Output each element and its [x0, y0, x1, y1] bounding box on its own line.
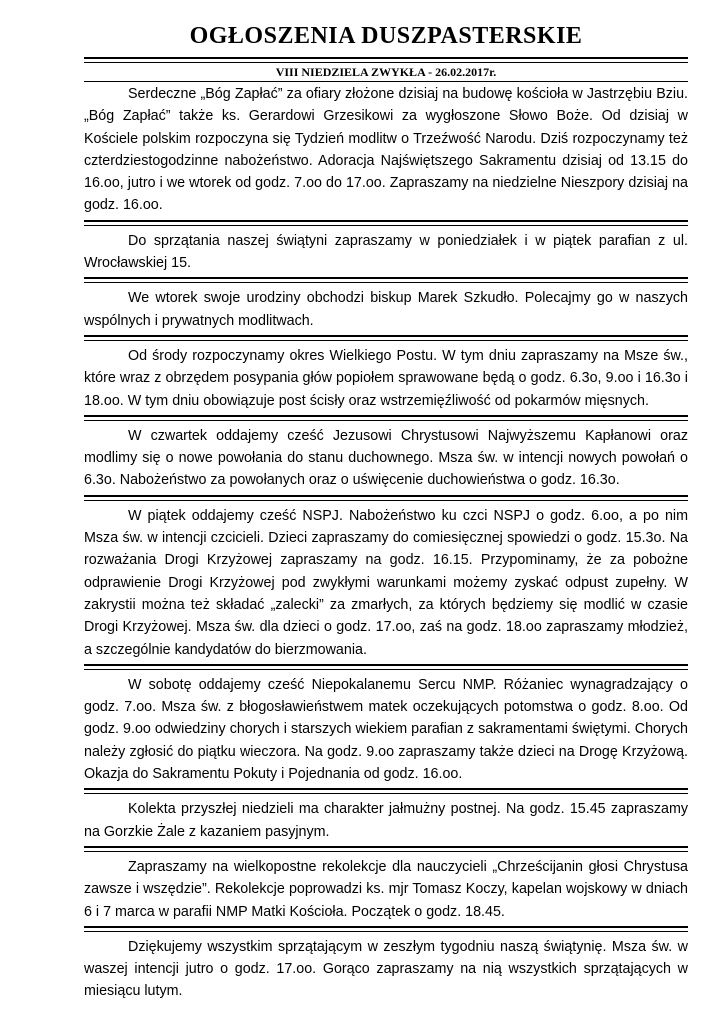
paragraph-divider [84, 846, 688, 852]
announcement-paragraph: Do sprzątania naszej świątyni zapraszamy w poniedziałek i w piątek parafian z ul. Wrocławskiej 15. [84, 232, 688, 272]
announcement-paragraph: Serdeczne „Bóg Zapłać” za ofiary złożone dzisiaj na budowę kościoła w Jastrzębiu Bziu. „Bóg Zapłać” także ks. Gerardowi Grzesikowi za wygłoszone Słowo Boże. Od dzisiaj w Kościele polskim rozpoczyna się Tydzień modlitw o Trzeźwość Narodu. Dziś rozpoczynamy też czterdziestogodzinne nabożeństwo. Adoracja Najświętszego Sakramentu dzisiaj od 13.15 do 16.oo, jutro i we wtorek od godz. 7.oo do 17.oo. Zapraszamy na niedzielne Nieszpory dzisiaj na godz. 16.oo. [84, 86, 688, 214]
announcement-paragraph: Zapraszamy na wielkopostne rekolekcje dla nauczycieli „Chrześcijanin głosi Chrystusa zawsze i wszędzie”. Rekolekcje poprowadzi ks. mjr Tomasz Koczy, kapelan wojskowy w dniach 6 i 7 marca w parafii NMP Matki Kościoła. Początek o godz. 18.45. [84, 858, 688, 920]
announcement-paragraph: W sobotę oddajemy cześć Niepokalanemu Sercu NMP. Różaniec wynagradzający o godz. 7.oo. Msza św. z błogosławieństwem matek oczekujących potomstwa o godz. 8.oo. Od godz. 9.oo odwiedziny chorych i starszych wiekiem parafian z sakramentami świętymi. Chorych należy zgłosić do piątku wieczora. Na godz. 9.oo zapraszamy także dzieci na Drogę Krzyżową. Okazja do Sakramentu Pokuty i Pojednania od godz. 16.oo. [84, 676, 688, 783]
paragraph-divider [84, 495, 688, 501]
paragraph-divider [84, 220, 688, 226]
announcement-paragraph: W czwartek oddajemy cześć Jezusowi Chrystusowi Najwyższemu Kapłanowi oraz modlimy się o nowe powołania do stanu duchownego. Msza św. w intencji nowych powołań o 6.3o. Nabożeństwo za powołanych oraz o uświęcenie duchowieństwa o godz. 16.3o. [84, 427, 688, 489]
paragraph-divider [84, 277, 688, 283]
announcements-page [84, 18, 688, 1005]
announcement-paragraph: Kolekta przyszłej niedzieli ma charakter jałmużny postnej. Na godz. 15.45 zapraszamy na Gorzkie Żale z kazaniem pasyjnym. [84, 801, 688, 840]
paragraph-divider [84, 926, 688, 932]
announcement-paragraph: Dziękujemy wszystkim sprzątającym w zeszłym tygodniu naszą świątynię. Msza św. w waszej intencji jutro o godz. 17.oo. Gorąco zapraszamy na nią wszystkich sprzątających w miesiącu lutym. [84, 938, 688, 1000]
paragraph-divider [84, 788, 688, 794]
announcement-paragraph: W piątek oddajemy cześć NSPJ. Nabożeństwo ku czci NSPJ o godz. 6.oo, a po nim Msza św. w intencji czcicieli. Dzieci zapraszamy do comiesięcznej spowiedzi o godz. 15.3o. Na rozważania Drogi Krzyżowej zapraszamy na godz. 16.15. Przypominamy, że za pobożne odprawienie Drogi Krzyżowej pod zwykłymi warunkami możemy zyskać odpust zupełny. W zakrystii można też składać „zalecki” za zmarłych, za których będziemy się modlić w czasie Drogi Krzyżowej. Msza św. dla dzieci o godz. 17.oo, zaś na godz. 18.oo zapraszamy młodzież, a szczególnie kandydatów do bierzmowania. [84, 507, 688, 658]
announcement-paragraph: Od środy rozpoczynamy okres Wielkiego Postu. W tym dniu zapraszamy na Msze św., które wraz z obrzędem posypania głów popiołem sprawowane będą o godz. 6.3o, 9.oo i 16.3o i 18.oo. W tym dniu obowiązuje post ścisły oraz wstrzemięźliwość od pokarmów mięsnych. [84, 347, 688, 409]
paragraph-divider [84, 335, 688, 341]
page-title: OGŁOSZENIA DUSZPASTERSKIE [189, 23, 583, 49]
announcement-paragraph: We wtorek swoje urodziny obchodzi biskup Marek Szkudło. Polecajmy go w naszych wspólnych i prywatnych modlitwach. [84, 290, 688, 329]
paragraph-divider [84, 664, 688, 670]
paragraph-divider [84, 415, 688, 421]
sunday-date-subtitle: VIII NIEDZIELA ZWYKŁA - 26.02.2017r. [275, 65, 497, 79]
